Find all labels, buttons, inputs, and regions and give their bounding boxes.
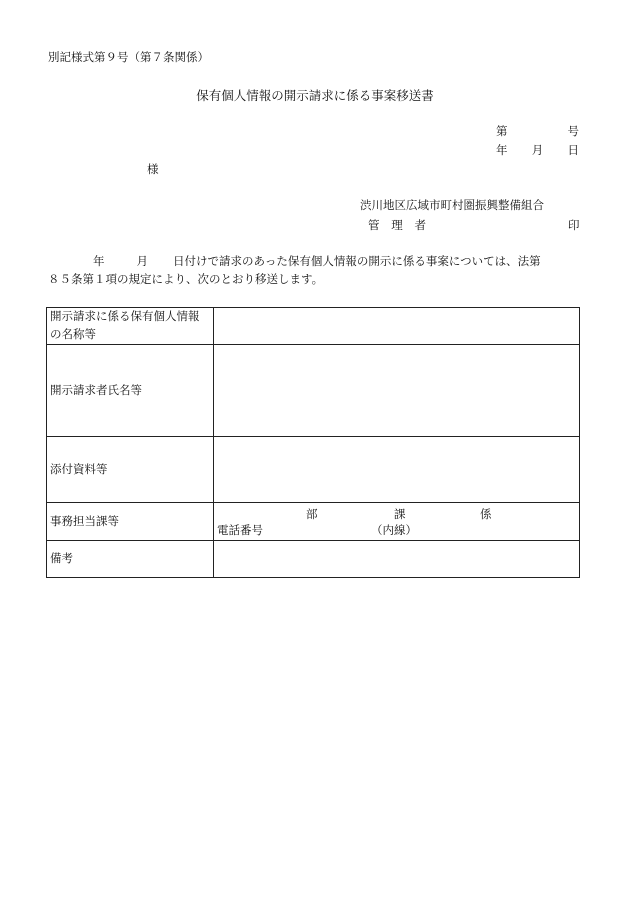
field-info-name[interactable] [214, 308, 580, 345]
field-requester[interactable] [214, 345, 580, 437]
document-number-line [496, 126, 579, 138]
body-rest: 日付けで請求のあった保有個人情報の開示に係る事案については、法第 [173, 254, 541, 268]
transfer-info-table [46, 307, 580, 578]
section-label: 課 [394, 506, 406, 521]
dept-label: 部 [306, 506, 318, 521]
body-month: 月 [136, 254, 148, 268]
date-year: 年 [496, 143, 508, 157]
date-day: 日 [567, 143, 579, 157]
table-row [47, 503, 580, 541]
phone-label: 電話番号 [217, 522, 263, 537]
manager-char: 者 [414, 218, 426, 232]
body-text-line-2: ８５条第１項の規定により、次のとおり移送します。 [48, 272, 324, 286]
number-prefix: 第 [496, 124, 508, 138]
table-row [47, 437, 580, 503]
manager-char: 理 [391, 218, 403, 232]
addressee-suffix: 様 [147, 162, 159, 176]
phone-line [217, 522, 576, 538]
field-attachments[interactable] [214, 437, 580, 503]
extension-label: （内線） [371, 522, 417, 537]
table-row [47, 541, 580, 578]
manager-label [368, 220, 426, 232]
body-year: 年 [93, 254, 105, 268]
manager-char: 管 [368, 218, 380, 232]
date-month: 月 [531, 143, 544, 157]
number-suffix: 号 [567, 124, 579, 138]
department-line [217, 506, 576, 522]
row-label-office: 事務担当課等 [47, 503, 214, 541]
field-office[interactable] [214, 503, 580, 541]
row-label-info-name: 開示請求に係る保有個人情報 の名称等 [47, 308, 214, 345]
row-label-attachments: 添付資料等 [47, 437, 214, 503]
field-remarks[interactable] [214, 541, 580, 578]
form-label: 別記様式第９号（第７条関係） [48, 50, 209, 64]
unit-label: 係 [480, 506, 492, 521]
row-label-requester: 開示請求者氏名等 [47, 345, 214, 437]
row-label-remarks: 備考 [47, 541, 214, 578]
sender-organization: 渋川地区広域市町村圏振興整備組合 [360, 198, 544, 212]
body-text-line-1 [48, 256, 580, 268]
document-date-line [496, 145, 579, 157]
document-title: 保有個人情報の開示請求に係る事案移送書 [196, 88, 434, 103]
table-row [47, 345, 580, 437]
table-row [47, 308, 580, 345]
seal-mark: 印 [568, 218, 580, 232]
